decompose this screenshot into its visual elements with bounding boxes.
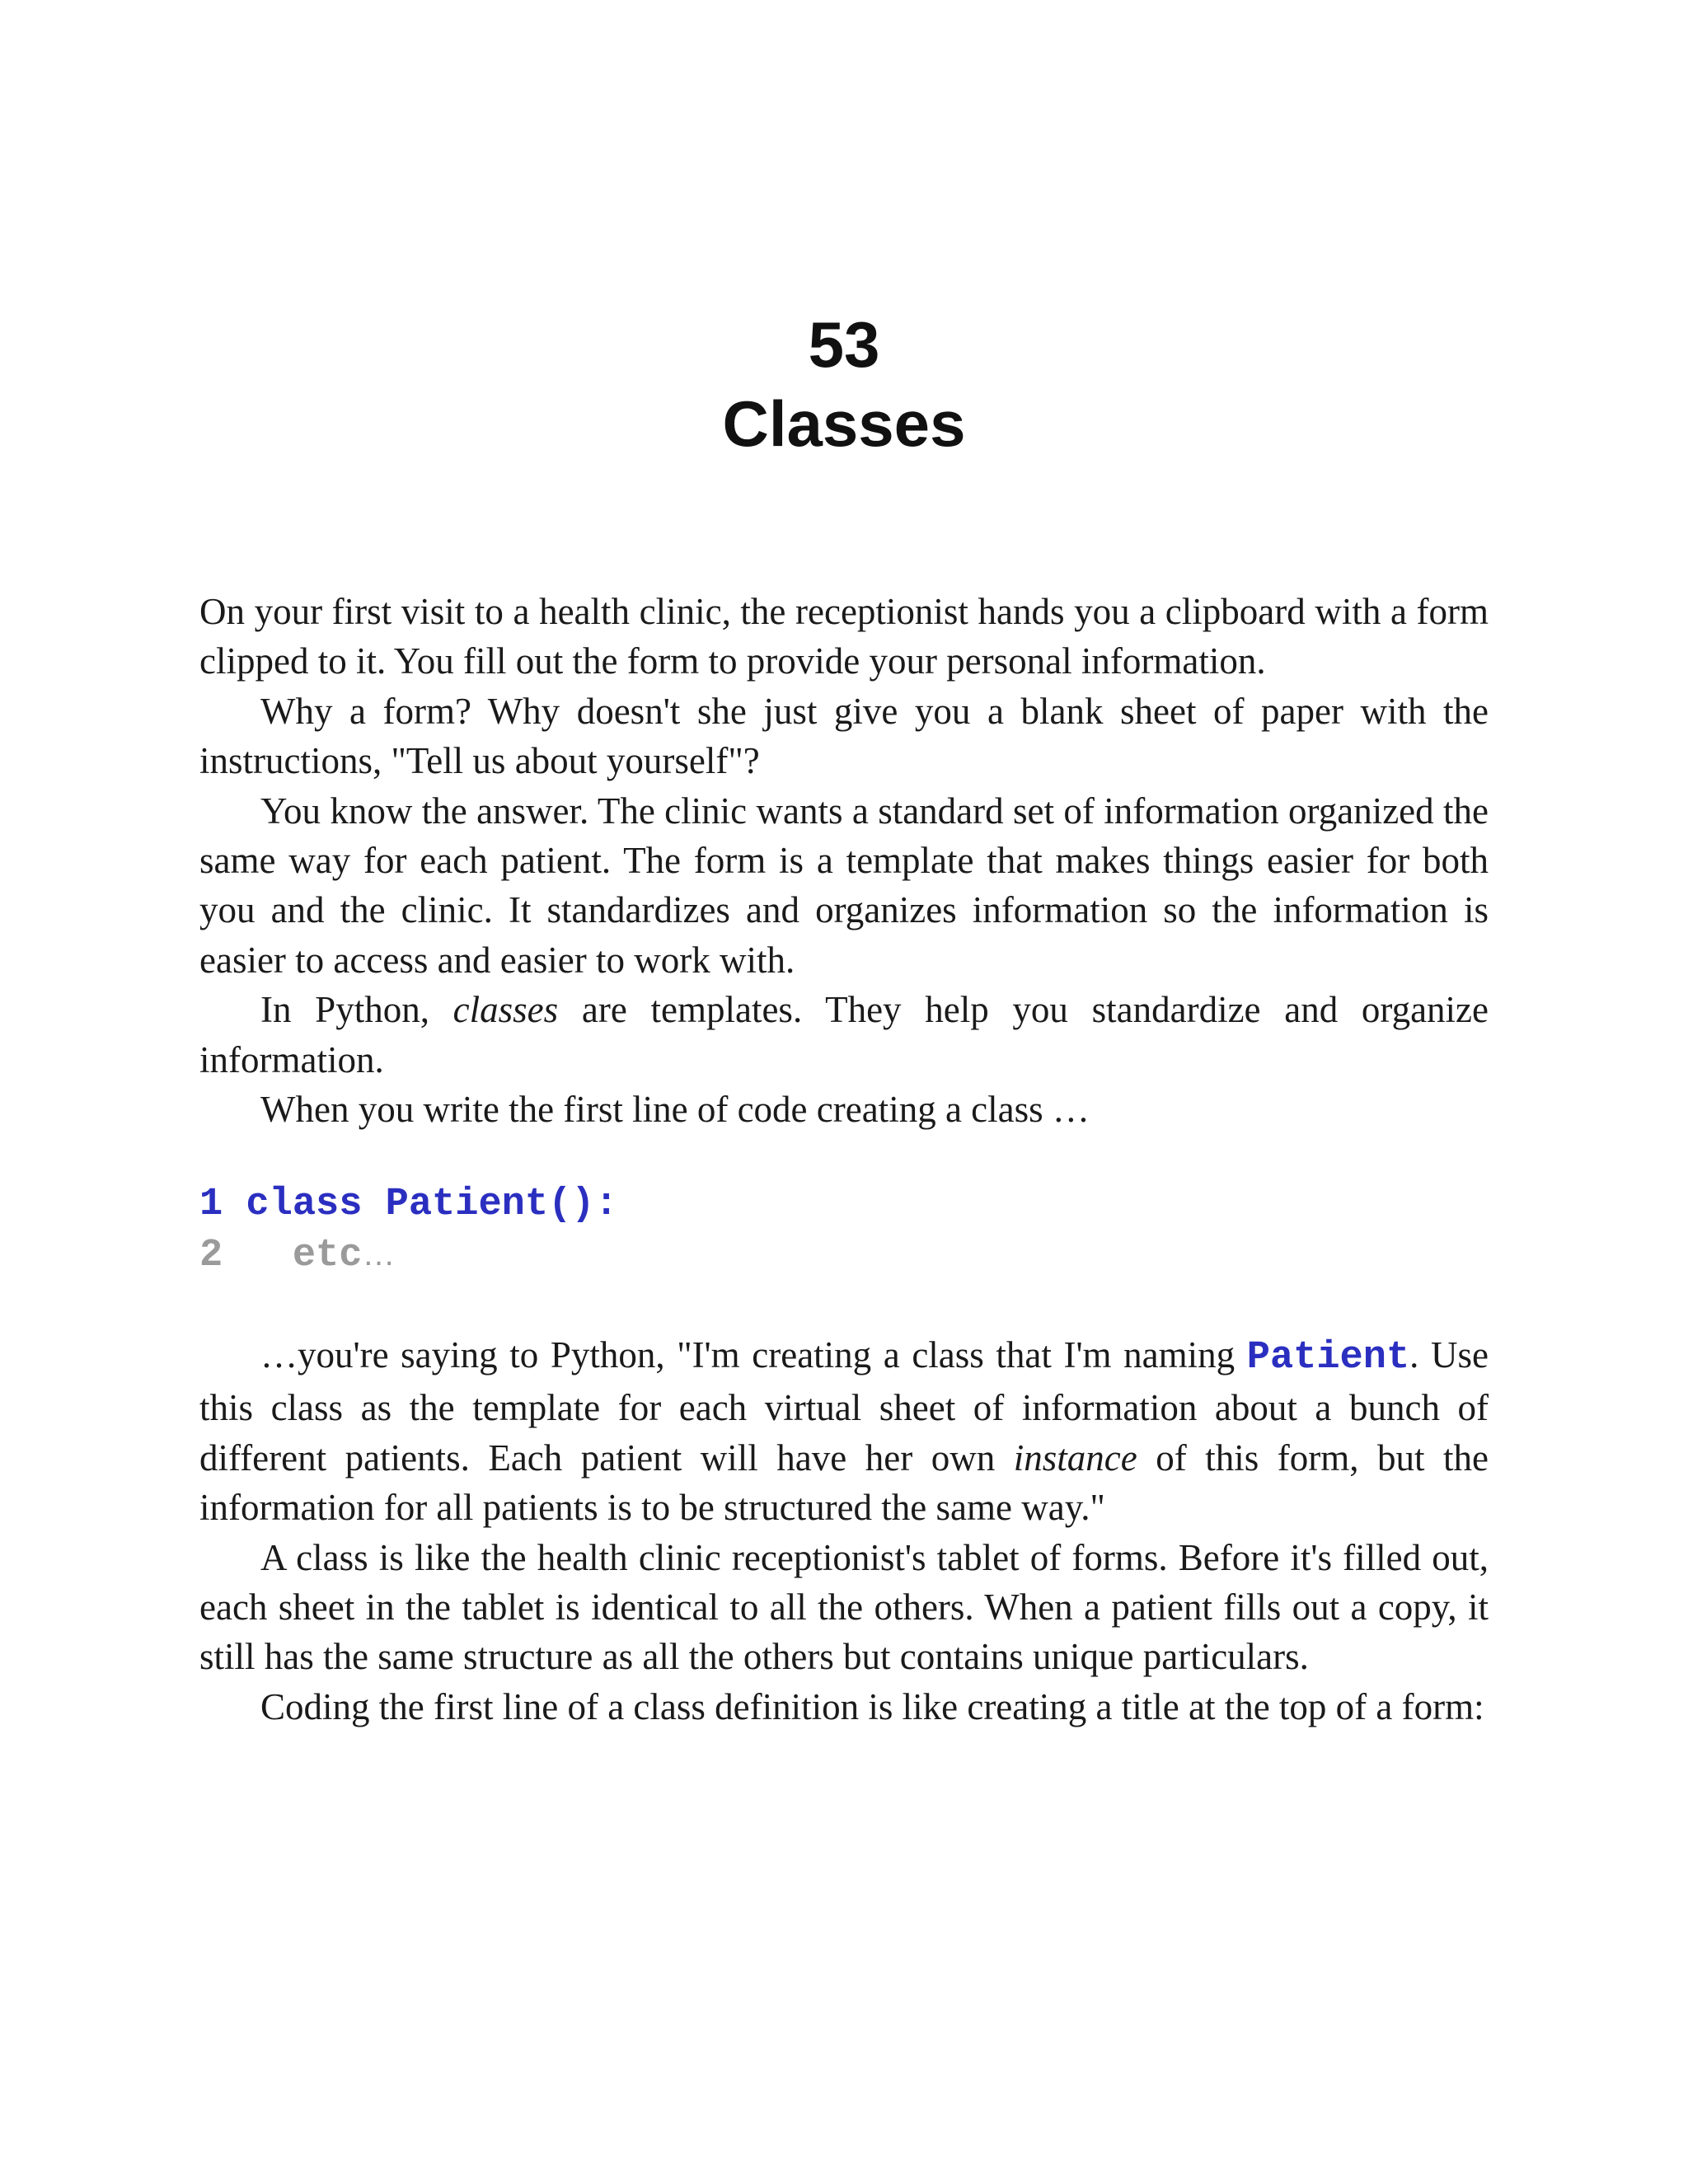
explanation-paragraph-2: A class is like the health clinic receptionist's tablet of forms. Before it's filled out, each sheet in the tablet is identical to all the others. When a patient fills out a copy, it still has the same structure as all the others but contains unique particulars.: [199, 1536, 1489, 1678]
classes-emphasis: classes: [452, 989, 559, 1031]
chapter-number: 53: [808, 308, 880, 381]
code-line-2-text: 2 etc: [199, 1234, 363, 1277]
intro-paragraph-3: You know the answer. The clinic wants a standard set of information organized the same way for each patient. The form is a template that makes things easier for both you and the clinic. It standardizes and organizes information so the information is easier to access and easier to work with.: [199, 790, 1489, 981]
code-line-2-ellipsis: …: [362, 1236, 396, 1272]
intro-paragraph-4-start: In Python,: [260, 989, 453, 1031]
intro-section: [199, 587, 1489, 1134]
explanation-section: [199, 1330, 1489, 1732]
explanation-paragraph-1: [199, 1330, 1489, 1533]
intro-paragraph-4: [199, 985, 1489, 1085]
code-listing: [199, 1180, 618, 1281]
explanation-paragraph-1-end: of this form, but the information for all patients is to be structured the same way.": [199, 1436, 1489, 1529]
explanation-paragraph-1-start: …you're saying to Python, "I'm creating a class that I'm naming: [260, 1334, 1247, 1376]
explanation-paragraph-1-middle: . Use this class as the template for each virtual sheet of information about a bunch of different patients. Each patient will have her own: [199, 1334, 1489, 1479]
code-line-2: [199, 1230, 618, 1281]
intro-paragraph-4-end: are templates. They help you standardize and organize information.: [199, 989, 1489, 1080]
instance-emphasis: instance: [1013, 1436, 1137, 1479]
code-line-1: 1 class Patient():: [199, 1183, 618, 1226]
intro-paragraph-2: Why a form? Why doesn't she just give you a blank sheet of paper with the instructions, "Tell us about yourself"?: [199, 690, 1489, 782]
intro-paragraph-1: On your first visit to a health clinic, the receptionist hands you a clipboard with a form clipped to it. You fill out the form to provide your personal information.: [199, 591, 1489, 682]
explanation-paragraph-3: Coding the first line of a class definition is like creating a title at the top of a form:: [260, 1685, 1484, 1727]
patient-class-name: Patient: [1246, 1336, 1410, 1380]
intro-paragraph-5: When you write the first line of code creating a class …: [260, 1089, 1090, 1131]
chapter-title: Classes: [722, 387, 966, 460]
